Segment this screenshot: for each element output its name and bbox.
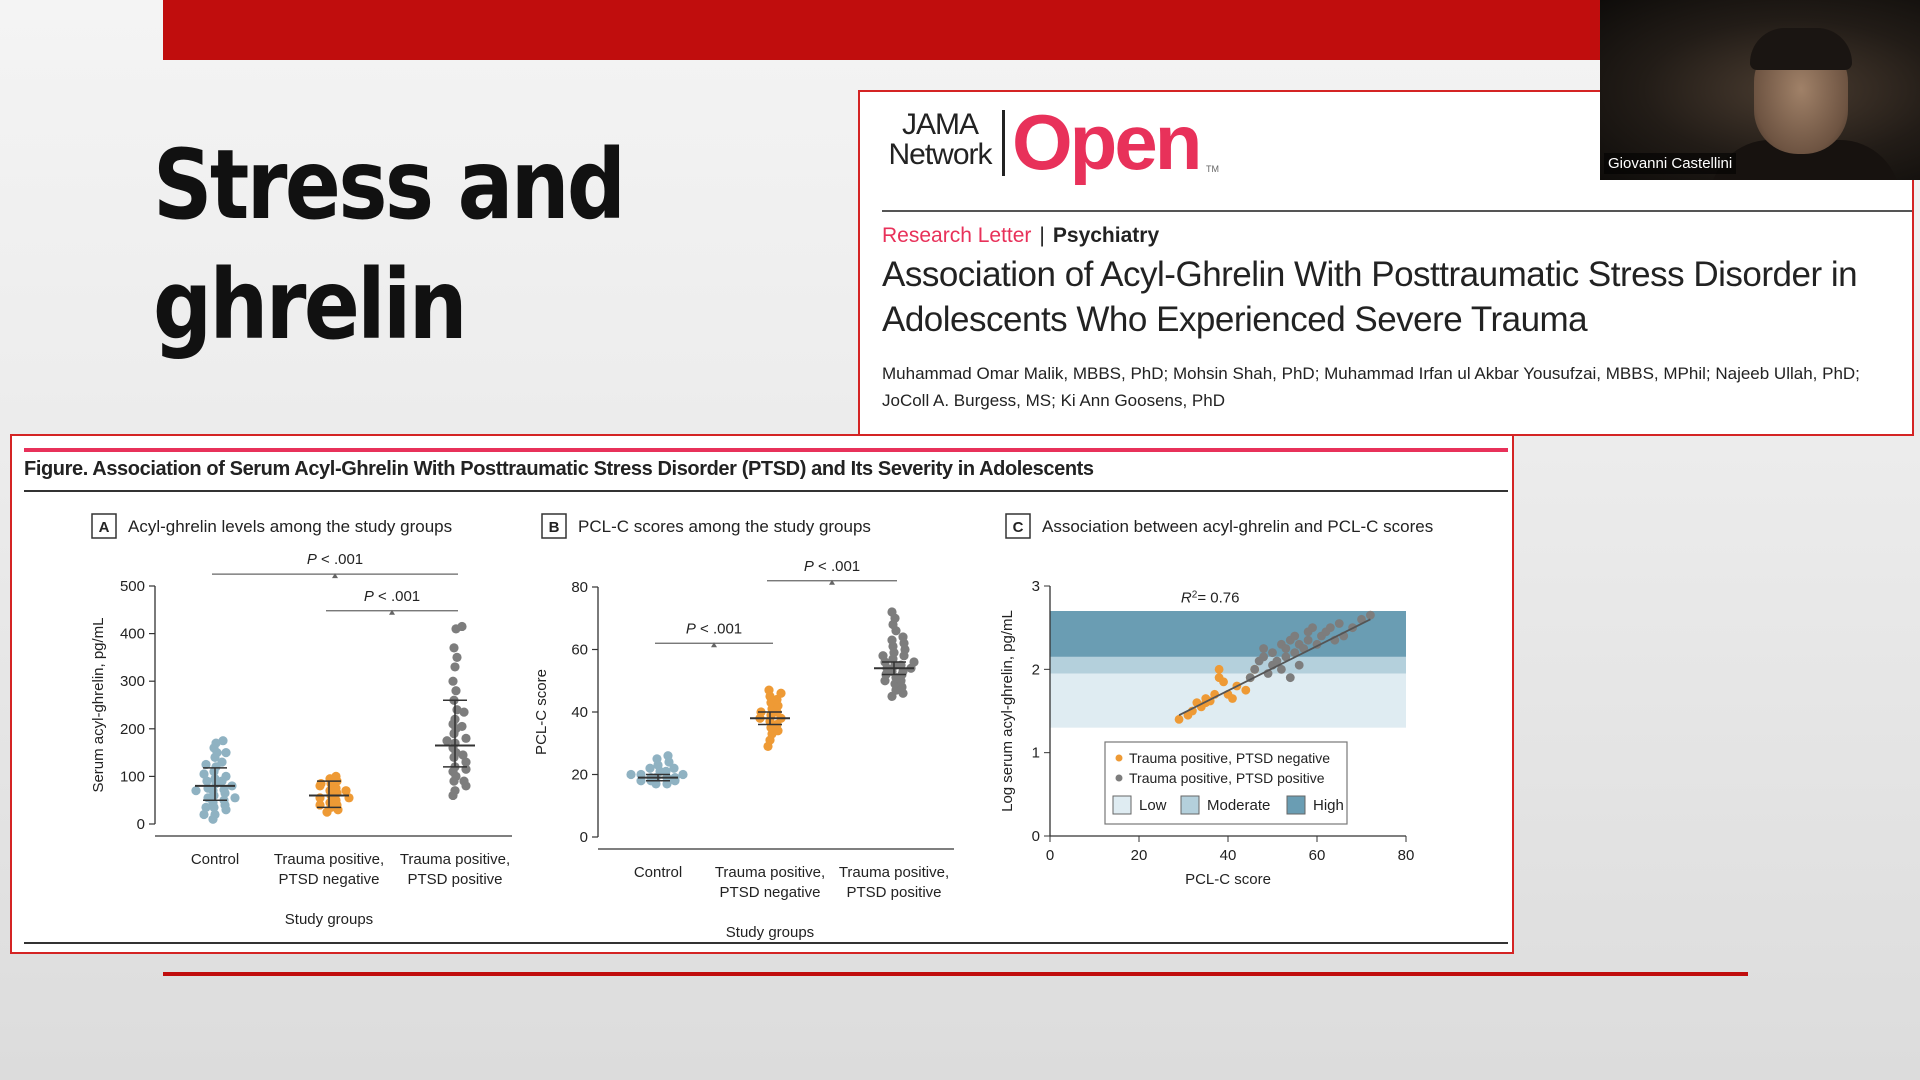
panel-c-data-point	[1175, 715, 1184, 724]
panel-a-category-label: Trauma positive,	[399, 851, 511, 868]
panel-c-x-tick-label: 0	[1045, 847, 1055, 864]
panel-a-data-point	[201, 803, 210, 812]
panel-b-data-point	[878, 651, 887, 660]
panel-b-category-label: Trauma positive,	[838, 864, 950, 881]
panel-c-r-squared: $R^2= 0.76$	[1180, 589, 1240, 607]
panel-b-title: PCL-C scores among the study groups	[578, 517, 871, 536]
panel-b-data-point	[898, 632, 907, 641]
panel-c-band-low	[1050, 674, 1406, 728]
panel-b-y-tick-label: 40	[571, 704, 588, 721]
panel-a-data-point	[457, 622, 466, 631]
panel-c-data-point	[1215, 665, 1224, 674]
panel-b-data-point	[764, 686, 773, 695]
panel-b-data-point	[663, 751, 672, 760]
panel-b-y-tick-label: 60	[571, 641, 588, 659]
panel-a-y-tick-label: 400	[119, 625, 145, 643]
panel-c-data-point	[1326, 623, 1335, 632]
panel-b-x-axis-label: Study groups	[725, 924, 815, 941]
panel-a-y-axis-label: Serum acyl-ghrelin, pg/mL	[90, 617, 107, 793]
panel-c-data-point	[1268, 648, 1277, 657]
panel-a-data-point	[457, 722, 466, 731]
panel-c-data-point	[1241, 686, 1250, 695]
panel-a-data-point	[316, 779, 325, 788]
panel-c-legend-marker	[1116, 775, 1123, 782]
panel-b-data-point	[645, 764, 654, 773]
panel-a-category-label: Control	[190, 851, 240, 868]
panel-a-data-point	[331, 772, 340, 781]
panel-c-band-swatch	[1287, 796, 1305, 814]
panel-c-data-point	[1295, 661, 1304, 670]
panel-a-data-point	[442, 736, 451, 745]
panel-c-data-point	[1290, 632, 1299, 641]
panel-c-data-point	[1308, 623, 1317, 632]
panel-b-p-value: P < .001	[685, 620, 743, 638]
panel-a-y-tick-label: 100	[119, 768, 145, 786]
panel-a-letter: A	[98, 519, 110, 536]
panel-a-p-value: P < .001	[363, 587, 421, 605]
panel-c-y-tick-label: 0	[1031, 828, 1040, 845]
panel-c-y-tick-label: 3	[1031, 578, 1040, 595]
panel-c-x-tick-label: 80	[1397, 847, 1415, 864]
panel-c-band-label: Moderate	[1207, 797, 1271, 814]
panel-a-data-point	[199, 769, 208, 778]
panel-c-band-swatch	[1113, 796, 1131, 814]
panel-a-data-point	[191, 786, 200, 795]
panel-c-y-axis-label: Log serum acyl-ghrelin, pg/mL	[999, 610, 1016, 812]
panel-c-band-label: Low	[1139, 797, 1167, 814]
panel-c-band-moderate	[1050, 657, 1406, 674]
figure-charts	[12, 436, 1512, 952]
panel-c-data-point	[1259, 652, 1268, 661]
panel-b-data-point	[887, 636, 896, 645]
panel-c-x-tick-label: 40	[1219, 847, 1237, 864]
panel-b-data-point	[776, 689, 785, 698]
article-type-separator: |	[1039, 224, 1045, 247]
panel-a-y-tick-label: 0	[136, 816, 145, 833]
panel-a-data-point	[451, 686, 460, 695]
panel-c-data-point	[1228, 694, 1237, 703]
panel-b-category-label: Control	[633, 864, 683, 881]
panel-c-band-label: High	[1313, 797, 1344, 814]
panel-a-y-tick-label: 300	[119, 673, 145, 691]
panel-b-data-point	[887, 607, 896, 616]
panel-b-category-label: PTSD negative	[719, 884, 821, 901]
panel-b-y-tick-label: 80	[571, 579, 588, 596]
panel-b-p-value: P < .001	[803, 557, 861, 575]
panel-a-y-tick-label: 200	[119, 720, 145, 738]
panel-c-x-tick-label: 20	[1130, 847, 1148, 864]
panel-b-letter: B	[548, 519, 560, 536]
panel-c-band-swatch	[1181, 796, 1199, 814]
panel-c-data-point	[1304, 636, 1313, 645]
header-divider	[882, 210, 1912, 212]
panel-b-y-tick-label: 0	[579, 829, 588, 846]
panel-c-y-tick-label: 2	[1031, 661, 1040, 679]
panel-b-data-point	[626, 770, 635, 779]
panel-c-legend-marker	[1116, 755, 1123, 762]
panel-b-y-tick-label: 20	[571, 766, 588, 784]
participant-name-label: Giovanni Castellini	[1604, 153, 1736, 174]
panel-a-data-point	[459, 708, 468, 717]
figure-bottom-rule	[24, 942, 1508, 944]
panel-b-category-label: Trauma positive,	[714, 864, 826, 881]
article-section: Psychiatry	[1052, 224, 1160, 247]
article-type-line	[882, 224, 1159, 248]
panel-a-data-point	[449, 643, 458, 652]
logo-divider	[1002, 110, 1005, 176]
panel-b-data-point	[678, 770, 687, 779]
panel-a-category-label: PTSD negative	[278, 871, 380, 888]
panel-b-y-axis-label: PCL-C score	[533, 669, 550, 755]
panel-c-data-point	[1259, 644, 1268, 653]
panel-c-data-point	[1281, 644, 1290, 653]
panel-a-data-point	[458, 750, 467, 759]
panel-a-data-point	[450, 662, 459, 671]
slide-title-line2: ghrelin	[153, 249, 465, 361]
top-accent-bar	[163, 0, 1600, 60]
panel-a-data-point	[315, 800, 324, 809]
participant-hair	[1750, 28, 1852, 70]
panel-b-category-label: PTSD positive	[846, 884, 942, 901]
panel-a-data-point	[450, 786, 459, 795]
panel-c-legend-label: Trauma positive, PTSD negative	[1129, 750, 1331, 766]
panel-a-x-axis-label: Study groups	[284, 911, 374, 928]
panel-a-data-point	[461, 734, 470, 743]
panel-c-data-point	[1286, 673, 1295, 682]
participant-video-tile[interactable]	[1600, 0, 1920, 180]
panel-c-band-high	[1050, 611, 1406, 657]
panel-b-data-point	[909, 657, 918, 666]
panel-c-data-point	[1335, 619, 1344, 628]
article-type: Research Letter	[882, 224, 1032, 247]
slide-title-line1: Stress and	[153, 129, 624, 241]
panel-a-data-point	[221, 772, 230, 781]
panel-c-data-point	[1219, 677, 1228, 686]
logo-open-text: Open	[1012, 98, 1200, 186]
panel-a-data-point	[341, 786, 350, 795]
logo-trademark: TM	[1206, 164, 1219, 174]
panel-c-y-tick-label: 1	[1031, 744, 1040, 762]
slide-title	[153, 125, 669, 365]
panel-c-data-point	[1250, 665, 1259, 674]
article-authors: Muhammad Omar Malik, MBBS, PhD; Mohsin Shah, PhD; Muhammad Irfan ul Akbar Yousufzai, MBBS, MPhil; Najeeb Ullah, PhD; JoColl A. Burgess, MS; Ki Ann Goosens, PhD	[882, 364, 1860, 410]
panel-c-data-point	[1366, 611, 1375, 620]
panel-a-category-label: PTSD positive	[407, 871, 503, 888]
panel-a-data-point	[459, 777, 468, 786]
figure-card	[10, 434, 1514, 954]
figure-caption: Figure. Association of Serum Acyl-Ghrelin With Posttraumatic Stress Disorder (PTSD) and Its Severity in Adolescents	[24, 458, 1094, 480]
panel-a-p-value: P < .001	[306, 551, 364, 569]
panel-a-data-point	[448, 677, 457, 686]
panel-c-x-axis-label: PCL-C score	[1185, 871, 1271, 888]
panel-a-data-point	[452, 653, 461, 662]
panel-b-data-point	[652, 754, 661, 763]
panel-a-data-point	[221, 748, 230, 757]
logo-jama-text: JAMA	[901, 108, 978, 141]
panel-c-title: Association between acyl-ghrelin and PCL-C scores	[1042, 517, 1434, 536]
panel-a-data-point	[461, 765, 470, 774]
panel-a-y-tick-label: 500	[119, 578, 145, 595]
panel-c-legend-label: Trauma positive, PTSD positive	[1129, 770, 1325, 786]
panel-a-data-point	[230, 793, 239, 802]
panel-c-letter: C	[1012, 519, 1024, 536]
bottom-accent-line	[163, 972, 1748, 976]
panel-a-title: Acyl-ghrelin levels among the study groups	[128, 517, 453, 536]
logo-network-text: Network	[888, 138, 992, 171]
panel-a-category-label: Trauma positive,	[273, 851, 385, 868]
article-title: Association of Acyl-Ghrelin With Posttraumatic Stress Disorder in Adolescents Who Experienced Severe Trauma	[882, 255, 1858, 339]
panel-a-data-point	[218, 736, 227, 745]
panel-c-x-tick-label: 60	[1308, 847, 1326, 864]
